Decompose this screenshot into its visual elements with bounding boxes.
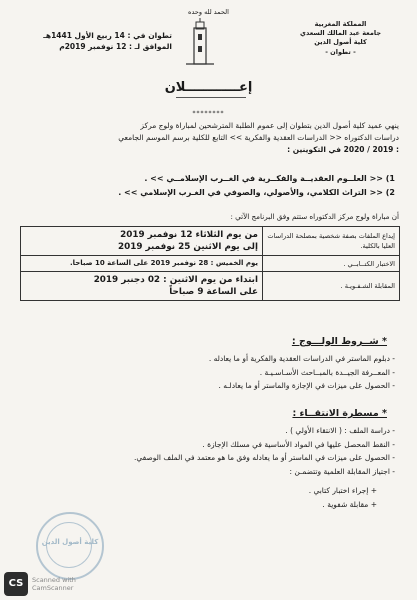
schedule-value-line: من يوم الثلاثاء 12 نوفمبر 2019 bbox=[120, 230, 258, 240]
header-faculty: كلية أصول الدين bbox=[314, 38, 367, 47]
scanner-line: CamScanner bbox=[32, 584, 74, 592]
basmala: الحمد لله وحده bbox=[188, 8, 229, 16]
faculty-stamp bbox=[36, 512, 104, 580]
list-item: - الحصول على ميزات في الماستر أو ما يعادله وفق ما هو معتمد في الملف الوصفي. bbox=[133, 453, 395, 462]
selection-list bbox=[25, 424, 395, 478]
selection-title: * مسطرة الانتقــاء : bbox=[292, 408, 387, 419]
date-gregorian: الموافق لـ : 12 نوفمبر 2019م bbox=[59, 42, 172, 51]
intro-line: : 2019 / 2020 في التكوينين : bbox=[287, 145, 399, 154]
intro-line: ينهي عميد كلية أصول الدين بتطوان إلى عموم الطلبة المترشحين لمباراة ولوج مركز bbox=[140, 121, 399, 130]
institution-header bbox=[278, 20, 403, 57]
conditions-title: * شــروط الولـــوج : bbox=[291, 336, 387, 347]
interview-sublist bbox=[37, 484, 377, 511]
schedule-value-line: إلى يوم الاثنين 25 نوفمبر 2019 bbox=[117, 242, 258, 252]
program-item: 2) << التراث الكلامي، والأصولي، والصوفي في الغـرب الإسلامي >> . bbox=[118, 188, 395, 197]
schedule-value bbox=[21, 227, 263, 256]
date-block bbox=[22, 30, 172, 52]
camscanner-logo-icon: CS bbox=[4, 572, 28, 596]
list-subitem: + مقابلة شفوية . bbox=[322, 499, 377, 509]
schedule-label: المقابلة الشـفـويـة . bbox=[263, 272, 400, 301]
header-city: - تطوان - bbox=[325, 47, 356, 56]
list-item: - النقط المحصل عليها في المواد الأساسية في مسلك الإجازة . bbox=[202, 439, 395, 449]
list-item: - دراسة الملف : ( الانتقاء الأولي ) . bbox=[285, 426, 395, 435]
intro-line: دراسات الدكتوراه << الدراسات العقدية والفكرية >> التابع للكلية برسم الموسم الجامعي bbox=[118, 133, 399, 142]
programs-list bbox=[25, 172, 395, 200]
schedule-label: الاختبار الكتــابــي . bbox=[263, 256, 400, 272]
schedule-value-line: ابتداء من يوم الاثنين : 02 دجنبر 2019 bbox=[93, 275, 258, 285]
table-row bbox=[21, 227, 400, 256]
schedule-intro: أن مباراة ولوج مركز الدكتوراه ستتم وفق البرنامج الآتي : bbox=[230, 212, 399, 221]
header-university: جامعة عبد المالك السعدي bbox=[299, 29, 382, 38]
table-row bbox=[21, 256, 400, 272]
schedule-label: إيداع الملفات بصفة شخصية بمصلحة الدراسات العليا بالكلية. bbox=[263, 227, 400, 256]
list-item: - اجتياز المقابلة العلمية وتتضمـن : bbox=[289, 466, 395, 476]
page-title: إعــــــــــــلان bbox=[164, 80, 253, 95]
schedule-value-line: على الساعة 9 صباحاً bbox=[169, 287, 258, 297]
schedule-table bbox=[20, 226, 400, 301]
stars-divider: ******** bbox=[192, 110, 225, 117]
intro-paragraph bbox=[17, 120, 399, 156]
table-row bbox=[21, 272, 400, 301]
list-subitem: + إجراء اختبار كتابي . bbox=[308, 486, 377, 495]
title-underline bbox=[176, 97, 246, 98]
header-country: المملكة المغربية bbox=[314, 20, 367, 28]
list-item: - دبلوم الماستر في الدراسات العقدية والفكرية أو ما يعادله . bbox=[208, 354, 395, 363]
schedule-value bbox=[21, 272, 263, 301]
date-hijri: تطوان في : 14 ربيع الأول 1441هـ bbox=[43, 31, 172, 40]
schedule-value bbox=[21, 256, 263, 272]
schedule-value-line: يوم الخميس : 28 نوفمبر 2019 على الساعة 10 صباحا. bbox=[69, 259, 258, 267]
program-item: 1) << العلــوم العقديــة والفكــرية في الغــرب الإسلامــي >> . bbox=[144, 174, 395, 183]
conditions-list bbox=[25, 352, 395, 393]
minaret-logo-icon bbox=[180, 18, 220, 68]
list-item: - المعــرفة الجيــدة بالمبــاحث الأسـاسـيـة . bbox=[259, 367, 395, 377]
camscanner-watermark bbox=[32, 576, 76, 592]
list-item: - الحصول على ميزات في الإجازة والماستر أو ما يعادلـه . bbox=[218, 381, 395, 390]
scanner-line: Scanned with bbox=[32, 576, 76, 584]
stamp-text: كلية أصول الدين bbox=[41, 538, 99, 546]
